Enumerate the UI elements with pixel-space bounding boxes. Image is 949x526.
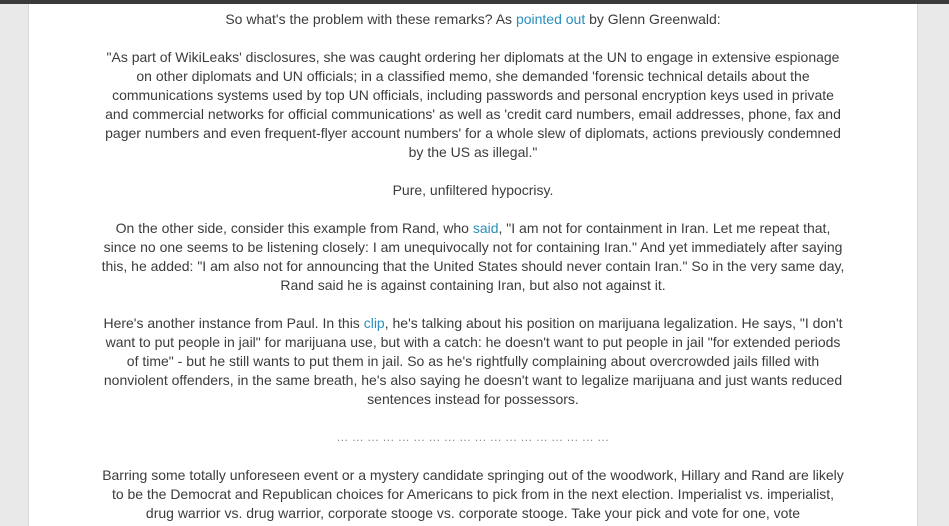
section-separator: ... ... ... ... ... ... ... ... ... ... ... ... ... ... ... ... ... ... [336,430,610,444]
article-body [29,4,917,523]
article-container [28,4,918,526]
paragraph-paul-marijuana: Here's another instance from Paul. In this clip, he's talking about his position on marijuana legalization. He says, "I don't want to put people in jail" for marijuana use, but with a catch: he doesn't want to put people in jail "for extended periods of time" - but he still wants to put them in jail. So as he's rightfully complaining about overcrowded jails filled with nonviolent offenders, in the same breath, he's also saying he doesn't want to legalize marijuana and just wants reduced sentences instead for possessors. [103,315,843,407]
pointed-out-link[interactable]: pointed out [515,11,586,27]
clip-link[interactable]: clip [363,315,385,331]
paragraph-election: Barring some totally unforeseen event or a mystery candidate springing out of the woodwork, Hillary and Rand are likely to be the Democrat and Republican choices for Americans to pick from in the next election. Imperialist vs. imperialist, drug warrior vs. drug warrior, corporate stooge vs. corporate stooge. Take your pick and vote for one, vote [102,467,844,521]
paragraph-quote: "As part of WikiLeaks' disclosures, she was caught ordering her diplomats at the UN to engage in extensive espionage on other diplomats and UN officials; in a classified memo, she demanded 'forensic technical details about the communications systems used by top UN officials, including passwords and personal encryption keys used in private and commercial networks for official communications' as well as 'credit card numbers, email addresses, phone, fax and pager numbers and even frequent-flyer account numbers' for a whole slew of diplomats, actions previously condemned by the US as illegal." [105,49,841,160]
said-link[interactable]: said [472,220,499,236]
paragraph-hypocrisy: Pure, unfiltered hypocrisy. [392,182,554,198]
paragraph-rand-iran: On the other side, consider this example from Rand, who said, "I am not for containment in Iran. Let me repeat that, since no one seems to be listening closely: I am unequivocally not for containing Iran." And yet immediately after saying this, he added: "I am also not for announcing that the United States should never contain Iran." So in the very same day, Rand said he is against containing Iran, but also not against it. [101,220,845,293]
paragraph-intro: So what's the problem with these remarks? As pointed out by Glenn Greenwald: [225,11,721,27]
